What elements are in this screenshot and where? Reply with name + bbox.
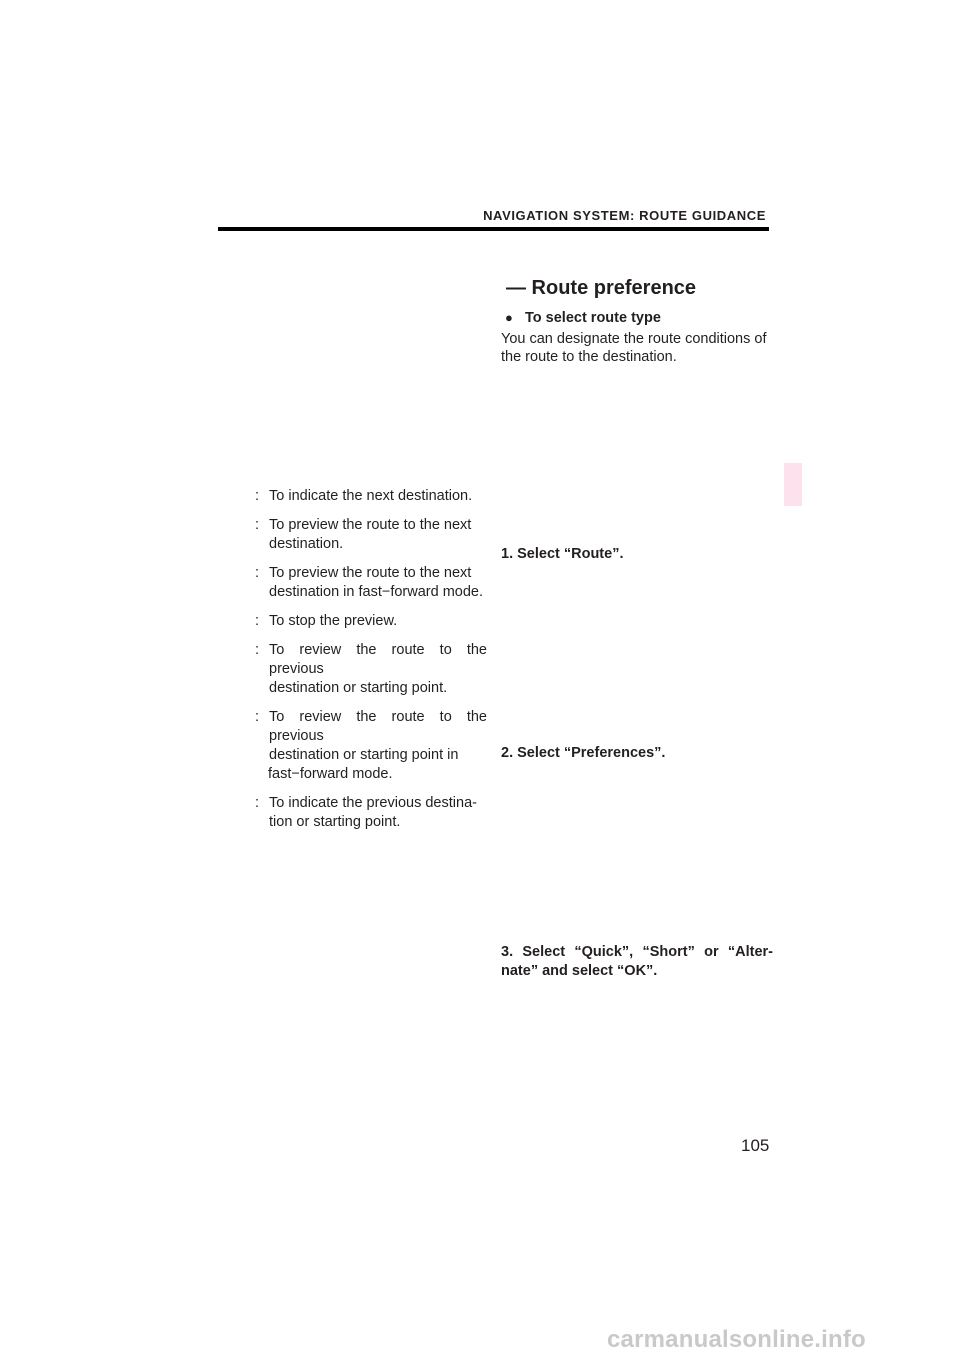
item-colon: : <box>255 488 260 504</box>
list-item <box>255 564 487 602</box>
item-text: To preview the route to the next <box>269 517 472 533</box>
item-text: To indicate the next destination. <box>269 488 473 504</box>
list-item <box>255 794 487 832</box>
chapter-thumb-tab <box>784 463 802 506</box>
running-header: NAVIGATION SYSTEM: ROUTE GUIDANCE <box>483 208 766 223</box>
item-text-continued: destination or starting point in <box>269 747 459 763</box>
step-3-line-2: nate” and select “OK”. <box>501 963 658 979</box>
item-text-continued: destination in fast−forward mode. <box>269 584 483 600</box>
item-text-continued: tion or starting point. <box>269 814 401 830</box>
item-text: To review the route to the previous <box>269 709 487 744</box>
step-3-line-1: 3. Select “Quick”, “Short” or “Alter- <box>501 944 773 960</box>
page-number: 105 <box>741 1136 770 1155</box>
bullet-heading-text: To select route type <box>525 310 661 326</box>
bullet-dot-icon: ● <box>505 310 513 325</box>
item-text: To review the route to the previous <box>269 642 487 677</box>
item-colon: : <box>255 565 260 581</box>
list-item <box>255 641 487 698</box>
watermark: carmanualsonline.info <box>607 1326 866 1353</box>
item-colon: : <box>255 642 260 658</box>
list-item <box>255 516 487 554</box>
section-title: — Route preference <box>506 277 697 299</box>
list-item <box>255 612 487 631</box>
item-text: To stop the preview. <box>269 613 398 629</box>
item-colon: : <box>255 795 260 811</box>
item-colon: : <box>255 613 260 629</box>
list-item <box>255 487 487 506</box>
item-colon: : <box>255 517 260 533</box>
intro-paragraph: You can designate the route conditions of the route to the destination. <box>501 331 767 365</box>
item-text-continued: fast−forward mode. <box>268 766 393 782</box>
header-rule <box>218 227 769 231</box>
item-colon: : <box>255 709 260 725</box>
button-description-list <box>255 487 487 842</box>
list-item <box>255 708 487 784</box>
item-text-continued: destination. <box>269 536 344 552</box>
step-1: 1. Select “Route”. <box>501 546 624 562</box>
step-2: 2. Select “Preferences”. <box>501 745 666 761</box>
item-text-continued: destination or starting point. <box>269 680 448 696</box>
item-text: To preview the route to the next <box>269 565 472 581</box>
item-text: To indicate the previous destina- <box>269 795 477 811</box>
bullet-heading <box>505 310 661 326</box>
step-3 <box>501 943 773 981</box>
